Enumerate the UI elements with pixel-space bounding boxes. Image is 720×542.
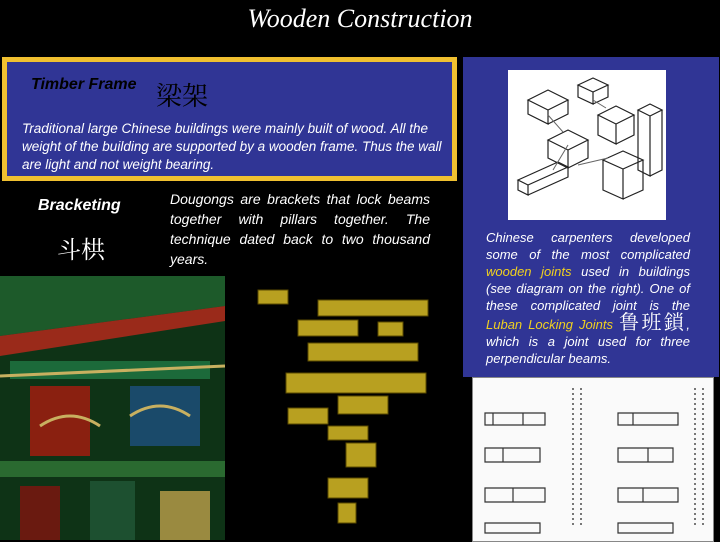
bracketing-label-zh: 斗栱 — [57, 236, 105, 264]
wooden-joint-diagram — [508, 70, 666, 220]
bracketing-description: Dougongs are brackets that lock beams together with pillars together. The technique dated back to two thousand years. — [170, 191, 430, 267]
joints-description — [486, 229, 690, 367]
joints-text-before: Chinese carpenters developed some of the most complicated — [486, 230, 690, 262]
timber-frame-label-zh: 梁架 — [156, 82, 209, 112]
bracketing-label: Bracketing — [38, 197, 121, 214]
dougong-exploded-diagram — [228, 278, 463, 540]
luban-joint-zh: 鲁班鎖 — [619, 310, 687, 334]
luban-joint-highlight: Luban Locking Joints — [486, 317, 614, 332]
dougong-photo — [0, 276, 225, 540]
joints-text-middle: used in buildings (see diagram on the right). One of these complicated joint is the — [486, 264, 690, 313]
slide-title: Wooden Construction — [247, 4, 473, 33]
luban-joint-scan — [472, 377, 714, 542]
wooden-joints-highlight: wooden joints — [486, 264, 572, 279]
joints-text-after: , which is a joint used for three perpendicular beams. — [486, 317, 690, 366]
timber-frame-description: Traditional large Chinese buildings were mainly built of wood. All the weight of the building are supported by a wooden frame. Thus the wall are light and not weight bearing. — [22, 121, 442, 172]
timber-frame-label: Timber Frame — [31, 76, 137, 93]
